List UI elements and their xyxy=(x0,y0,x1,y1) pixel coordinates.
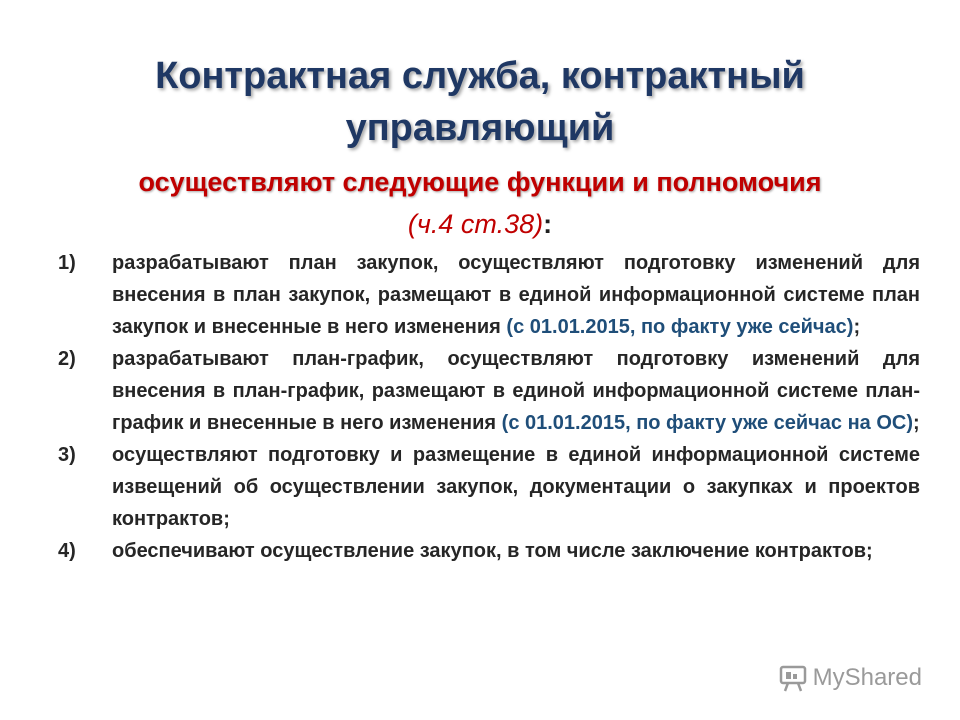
list-item-number: 3) xyxy=(58,444,76,466)
list-item xyxy=(58,247,920,343)
functions-list xyxy=(58,247,920,567)
list-item-body: разрабатывают план закупок, осуществляют подготовку изменений для внесения в план закупок, размещают в единой информационной системе план закупок и внесенные в него изменения xyxy=(112,252,920,338)
presentation-board-icon xyxy=(778,664,808,692)
slide-subtitle: осуществляют следующие функции и полномочия xyxy=(138,167,822,197)
list-item xyxy=(58,343,920,439)
list-item-number: 2) xyxy=(58,348,76,370)
list-item-number: 4) xyxy=(58,540,76,562)
list-item-tail: ; xyxy=(913,412,920,434)
list-item xyxy=(58,439,920,535)
list-item-text: обеспечивают осуществление закупок, в том числе заключение контрактов; xyxy=(112,540,873,562)
list-item-note: (с 01.01.2015, по факту уже сейчас на ОС) xyxy=(501,412,914,434)
list-item-note: (с 01.01.2015, по факту уже сейчас) xyxy=(506,316,854,338)
list-item-body: разрабатывают план-график, осуществляют подготовку изменений для внесения в план-график, размещают в единой информационной системе план-график и внесенные в него изменения xyxy=(112,348,920,434)
slide-title: Контрактная служба, контрактный управляющий xyxy=(155,55,805,149)
list-item-text: осуществляют подготовку и размещение в единой информационной системе извещений об осуществлении закупок, документации о закупках и проектов контрактов; xyxy=(112,444,920,530)
list-item-tail: ; xyxy=(853,316,861,338)
list-item xyxy=(58,535,920,567)
law-reference-colon: : xyxy=(543,209,553,239)
watermark-text: MyShared xyxy=(812,664,922,691)
list-item-text xyxy=(112,247,920,343)
law-reference-text: (ч.4 ст.38) xyxy=(407,209,544,239)
law-reference xyxy=(40,203,920,245)
list-item-text xyxy=(112,343,920,439)
list-item-number: 1) xyxy=(58,252,76,274)
watermark xyxy=(778,664,922,692)
